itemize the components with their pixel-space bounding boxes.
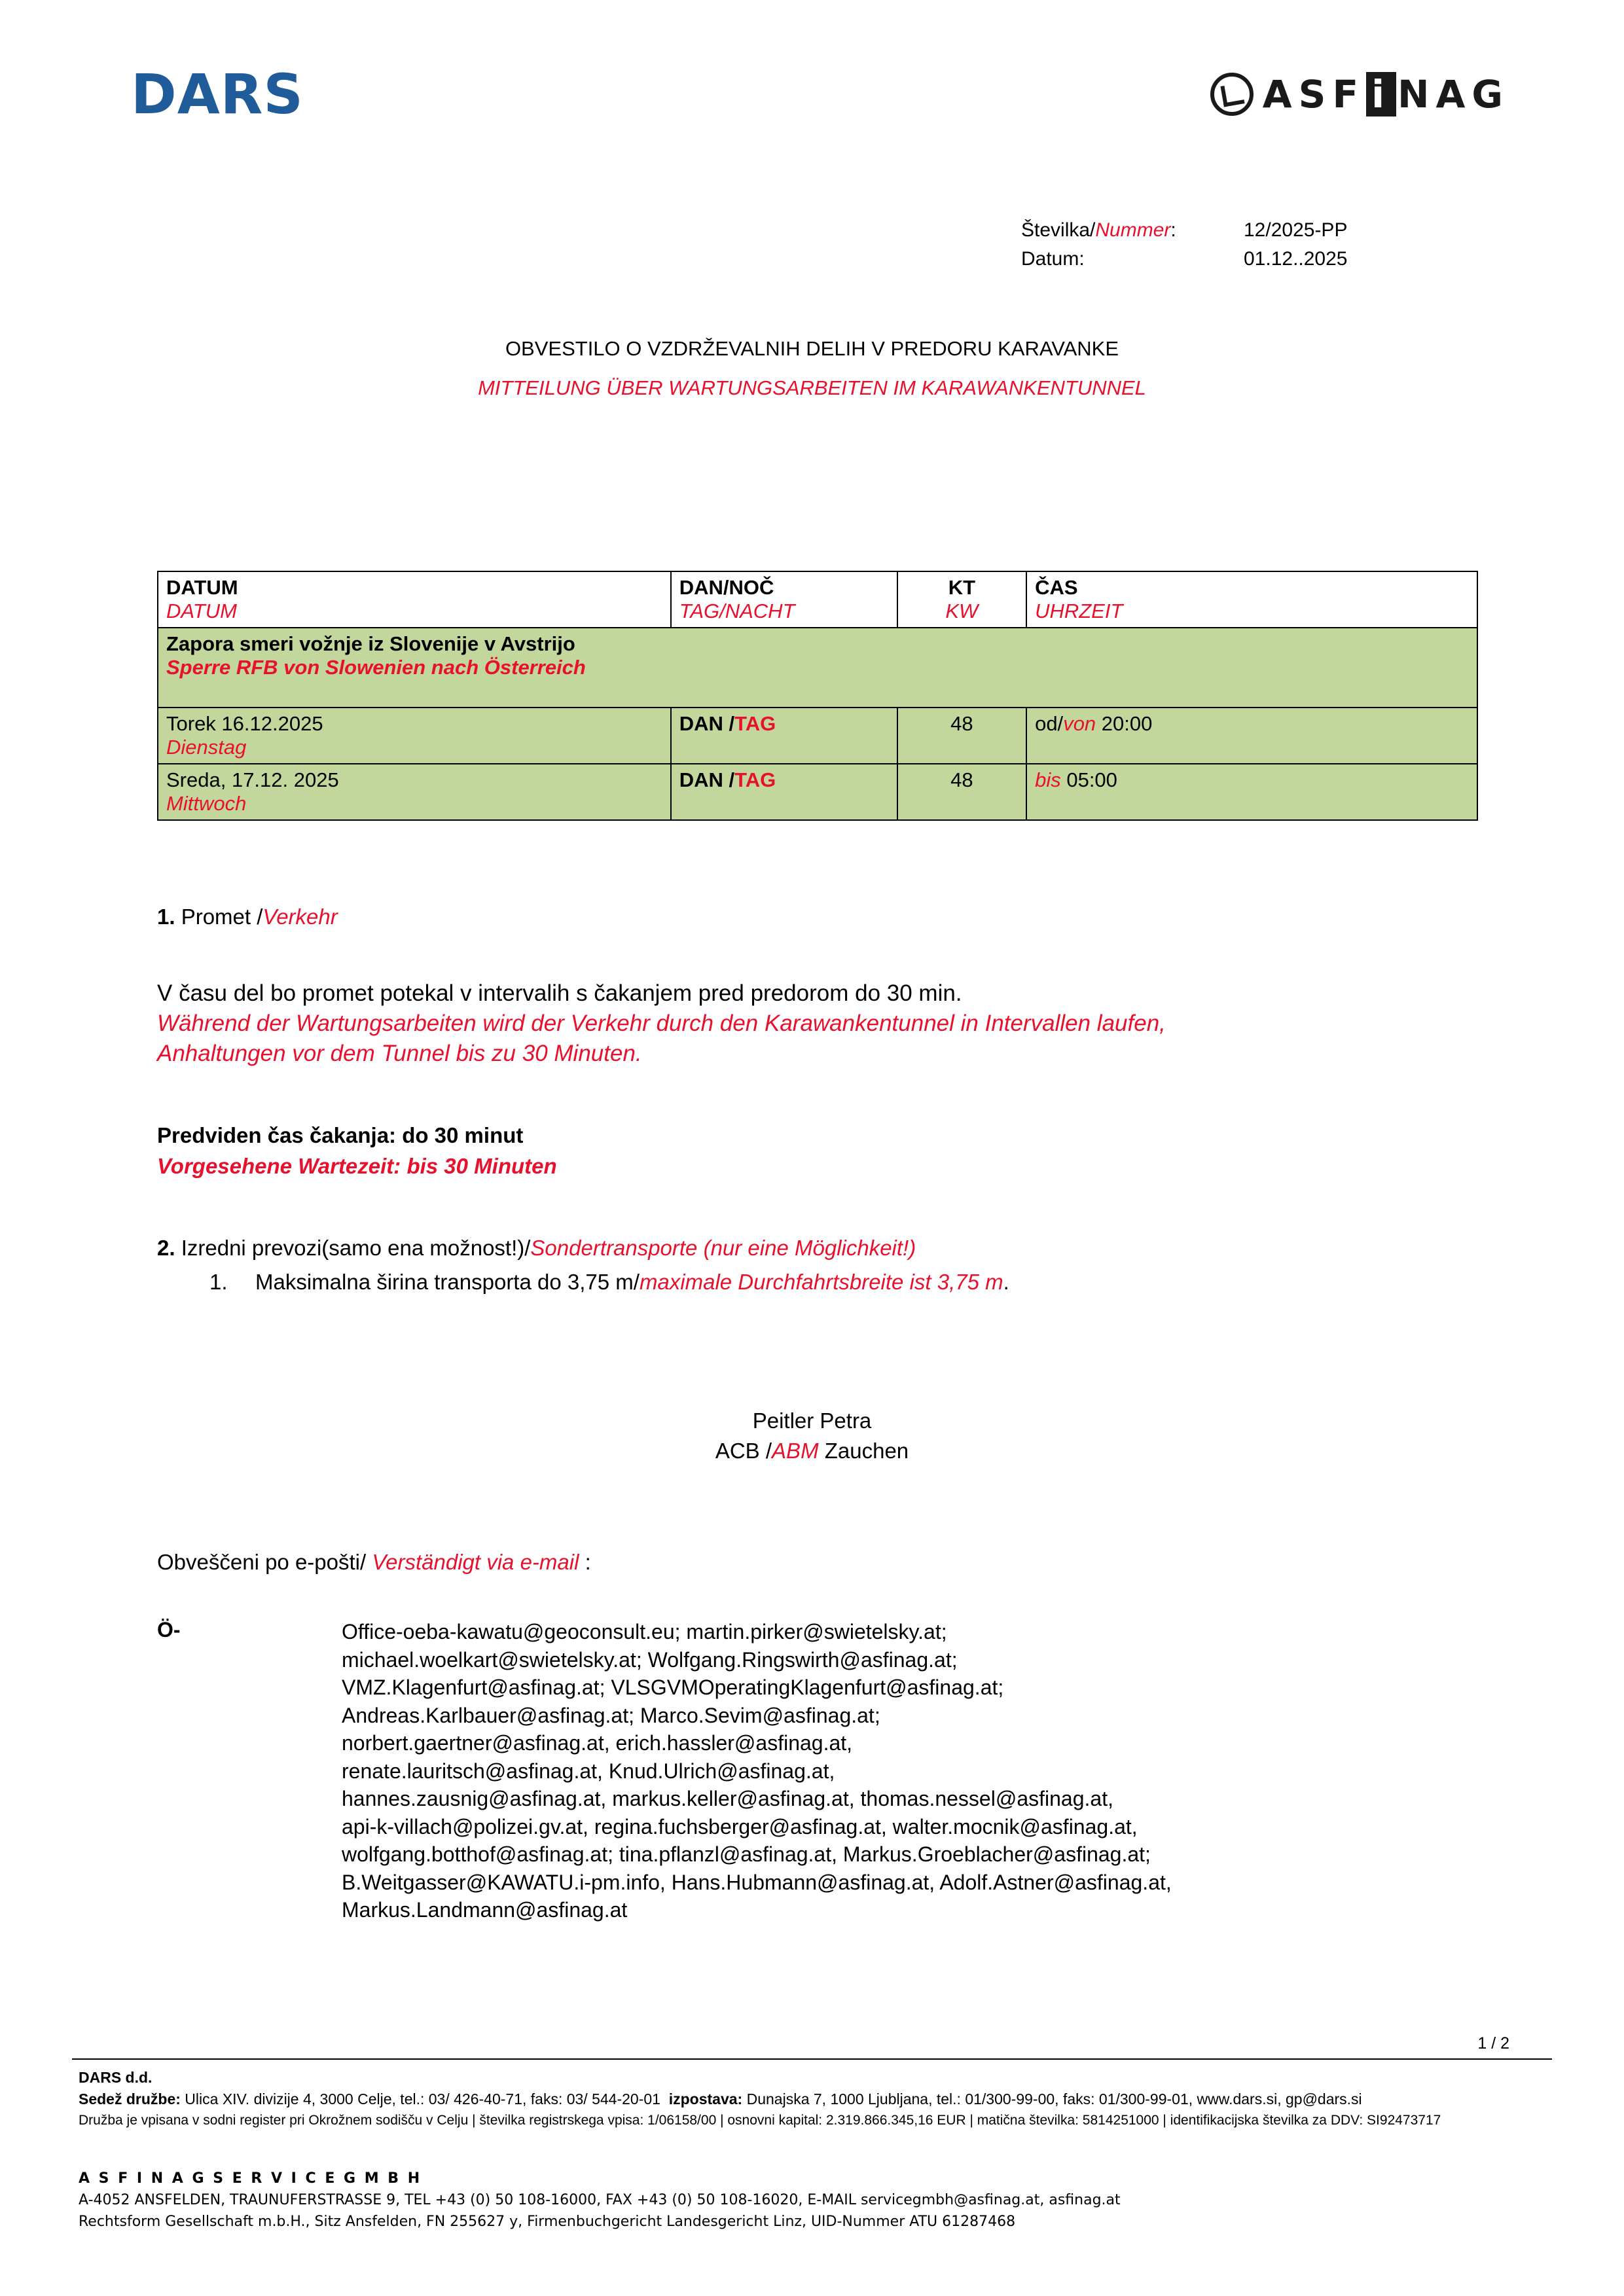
asfinag-letter: F [1332,72,1365,117]
table-row [158,764,1477,820]
footer-dars [79,2067,1441,2130]
signature-role: ACB /ABM Zauchen [715,1438,909,1463]
header-cell-datum [158,571,671,628]
header-cell-daynight [671,571,897,628]
list-item: renate.lauritsch@asfinag.at, Knud.Ulrich@asfinag.at, [342,1759,835,1783]
cell-time: bis 05:00 [1026,764,1477,820]
cell-time: od/von 20:00 [1026,708,1477,764]
paragraph-de-line2: Anhaltungen vor dem Tunnel bis zu 30 Minuten. [157,1041,642,1067]
cell-date-de: Dienstag [166,736,247,759]
list-item: michael.woelkart@swietelsky.at; Wolfgang.Ringswirth@asfinag.at; [342,1647,958,1672]
document-meta [1021,216,1347,273]
cell-date-sl: Sreda, 17.12. 2025 [166,768,339,791]
dars-logo: DARS [131,62,304,126]
list-item: Office-oeba-kawatu@geoconsult.eu; martin.pirker@swietelsky.at; [342,1620,947,1643]
asfinag-letter: i [1366,72,1396,117]
signature-block [0,1406,1624,1465]
band-label-de: Sperre RFB von Slowenien nach Österreich [166,656,586,679]
cell-date-de: Mittwoch [166,792,247,815]
band-cell [158,628,1477,708]
header-label-sl: DATUM [166,576,238,599]
paragraph-de-line1: Während der Wartungsarbeiten wird der Verkehr durch den Karawankentunnel in Intervallen laufen, [157,1011,1166,1037]
paragraph-sl: V času del bo promet potekal v intervalih s čakanjem pred predorom do 30 min. [157,980,962,1006]
list-item: VMZ.Klagenfurt@asfinag.at; VLSGVMOperatingKlagenfurt@asfinag.at; [342,1676,1004,1700]
cell-daynight: DAN /TAG [671,764,897,820]
footer-asfinag-address: A-4052 ANSFELDEN, TRAUNUFERSTRASSE 9, TEL +43 (0) 50 108-16000, FAX +43 (0) 50 108-16020, E-MAIL servicegmbh@asfinag.at, asfinag.at [79,2192,1121,2208]
header-label-sl: ČAS [1035,576,1078,599]
header-label-sl: KT [948,576,976,599]
cell-date [158,764,671,820]
header-label-de: UHRZEIT [1035,600,1123,622]
waiting-time-note [157,1121,557,1182]
closure-schedule-table [157,571,1478,821]
page-title-sl: OBVESTILO O VZDRŽEVALNIH DELIH V PREDORU KARAVANKE [505,337,1119,360]
page-number: 1 / 2 [1477,2034,1509,2053]
meta-row-number [1021,216,1347,245]
meta-number-label: Številka/Nummer: [1021,219,1176,241]
footer-dars-registry: Družba je vpisana v sodni register pri Okrožnem sodišču v Celju | številka registrskega vpisa: 1/06158/00 | osnovni kapital: 2.319.866.345,16 EUR | matična številka: 5814251000 | identifikacijska številka za DDV: SI92473717 [79,2112,1441,2128]
list-item: Andreas.Karlbauer@asfinag.at; Marco.Sevim@asfinag.at; [342,1703,880,1727]
table-header-row [158,571,1477,628]
waiting-time-sl: Predviden čas čakanja: do 30 minut [157,1123,524,1147]
cell-kw: 48 [897,764,1026,820]
band-label-sl: Zapora smeri vožnje iz Slovenije v Avstrijo [166,632,575,655]
header-label-de: KW [945,600,979,622]
section-2-heading: 2. Izredni prevozi(samo ena možnost!)/Sondertransporte (nur eine Möglichkeit!) [157,1236,916,1260]
meta-row-date [1021,245,1347,274]
header-label-de: TAG/NACHT [679,600,795,622]
cell-kw: 48 [897,708,1026,764]
header-label-sl: DAN/NOČ [679,576,774,599]
table-band-row [158,628,1477,708]
footer-asfinag-company: A S F I N A G S E R V I C E G M B H [79,2170,422,2187]
footer-dars-name: DARS d.d. [79,2069,153,2086]
table-row [158,708,1477,764]
waiting-time-de: Vorgesehene Wartezeit: bis 30 Minuten [157,1153,557,1178]
asfinag-logo [1210,72,1509,117]
list-item: wolfgang.botthof@asfinag.at; tina.pflanzl@asfinag.at, Markus.Groeblacher@asfinag.at; [342,1842,1151,1867]
footer-asfinag-registry: Rechtsform Gesellschaft m.b.H., Sitz Ansfelden, FN 255627 y, Firmenbuchgericht Landesgericht Linz, UID-Nummer ATU 61287468 [79,2214,1016,2230]
cell-date-sl: Torek 16.12.2025 [166,712,323,735]
signature-name: Peitler Petra [752,1408,872,1433]
list-item: norbert.gaertner@asfinag.at, erich.hassler@asfinag.at, [342,1731,853,1755]
footer-dars-address: Sedež družbe: Ulica XIV. divizije 4, 3000 Celje, tel.: 03/ 426-40-71, faks: 03/ 544-20-01 izpostava: Dunajska 7, 1000 Ljubljana, tel.: 01/300-99-00, faks: 01/300-99-01, www.dars.si, gp@dars.si [79,2090,1362,2108]
meta-date-label: Datum: [1021,247,1085,270]
section-2-item: 1. Maksimalna širina transporta do 3,75 m/maximale Durchfahrtsbreite ist 3,75 m. [209,1270,1009,1294]
list-item: B.Weitgasser@KAWATU.i-pm.info, Hans.Hubmann@asfinag.at, Adolf.Astner@asfinag.at, [342,1870,1172,1894]
recipient-list [342,1618,1494,1924]
recipient-group-label: Ö- [157,1618,181,1641]
list-item: hannes.zausnig@asfinag.at, markus.keller@asfinag.at, thomas.nessel@asfinag.at, [342,1787,1113,1811]
section-1-heading: 1. Promet /Verkehr [157,905,338,929]
meta-number-value: 12/2025-PP [1244,219,1348,241]
notified-label: Obveščeni po e-pošti/ Verständigt via e-mail : [157,1550,591,1574]
asfinag-letter: N [1397,72,1436,117]
list-item: api-k-villach@polizei.gv.at, regina.fuchsberger@asfinag.at, walter.mocnik@asfinag.at, [342,1814,1138,1839]
list-item: Markus.Landmann@asfinag.at [342,1898,628,1922]
asfinag-wordmark [1263,72,1509,117]
asfinag-letter: G [1471,72,1509,117]
cell-daynight: DAN /TAG [671,708,897,764]
page-title-de: MITTEILUNG ÜBER WARTUNGSARBEITEN IM KARAWANKENTUNNEL [478,376,1146,399]
section-1-paragraph [157,978,1506,1069]
header-cell-time [1026,571,1477,628]
meta-date-value: 01.12..2025 [1244,247,1348,270]
asfinag-letter: S [1298,72,1333,117]
asfinag-mark-icon [1210,73,1254,116]
header-cell-kt [897,571,1026,628]
asfinag-letter: A [1262,72,1299,117]
cell-date [158,708,671,764]
footer-asfinag [79,2168,1121,2233]
asfinag-letter: A [1435,72,1472,117]
header-label-de: DATUM [166,600,237,622]
footer-divider [72,2058,1552,2060]
